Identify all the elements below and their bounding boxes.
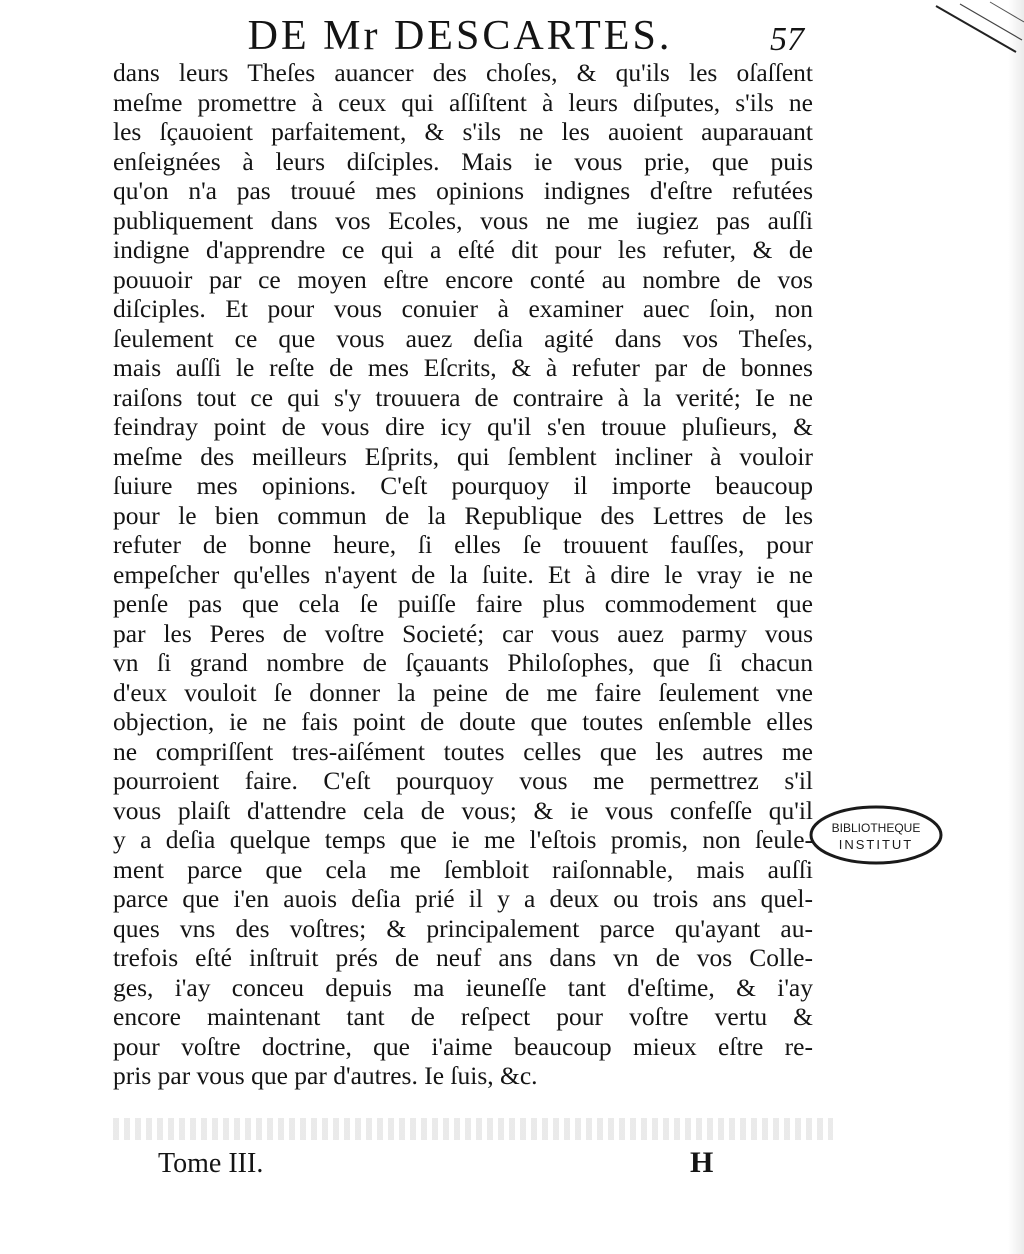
text-line: pris par vous que par d'autres. Ie ſuis, &c. [113, 1061, 538, 1090]
text-line: pourroient faire. C'eſt pourquoy vous me permettrez s'il [113, 766, 813, 795]
text-line: publiquement dans vos Ecoles, vous ne me iugiez pas auſſi [113, 205, 813, 235]
page-edge-shadow [1008, 0, 1024, 1254]
signature-mark: H [690, 1146, 714, 1179]
text-line: y a deſia quelque temps que ie me l'eſtois promis, non ſeule- [113, 825, 813, 854]
text-line: penſe pas que cela ſe puiſſe faire plus commodement que [113, 589, 813, 618]
text-line: ne compriſſent tres-aiſément toutes celles que les autres me [113, 736, 813, 766]
page-number: 57 [770, 21, 804, 58]
text-line: ment parce que cela me ſembloit raiſonnable, mais auſſi [113, 854, 813, 884]
text-line: parce que i'en auois deſia prié il y a deux ou trois ans quel- [113, 884, 813, 913]
text-line: ſuiure mes opinions. C'eſt pourquoy il importe beaucoup [113, 471, 813, 500]
text-line: empeſcher qu'elles n'ayent de la ſuite. Et à dire le vray ie ne [113, 559, 813, 589]
stamp-oval-icon [806, 802, 946, 868]
volume-footer: Tome III. [158, 1148, 264, 1179]
stamp-text-bottom: INSTITUT [838, 837, 914, 852]
text-line: raiſons tout ce qui s'y trouuera de contraire à la verité; Ie ne [113, 382, 813, 412]
running-title: DE Mr DESCARTES. [247, 13, 673, 59]
text-line: d'eux vouloit ſe donner la peine de me faire ſeulement vne [113, 677, 813, 707]
text-line: encore maintenant tant de reſpect pour voſtre vertu & [113, 1002, 813, 1031]
text-line: trefois eſté inſtruit prés de neuf ans dans vn de vos Colle- [113, 943, 813, 972]
text-line: ſeulement ce que vous auez deſia agité dans vos Theſes, [113, 323, 813, 353]
text-line: ges, i'ay conceu depuis ma ieuneſſe tant d'eſtime, & i'ay [113, 972, 813, 1002]
stamp-text-top: BIBLIOTHEQUE [831, 821, 921, 835]
text-line: refuter de bonne heure, ſi elles ſe trouuent fauſſes, pour [113, 530, 813, 559]
text-line: pouuoir par ce moyen eſtre encore conté au nombre de vos [113, 264, 813, 294]
text-line: dans leurs Theſes auancer des choſes, & qu'ils les oſaſſent [113, 58, 813, 87]
body-text [113, 58, 813, 1091]
text-line: enſeignées à leurs diſciples. Mais ie vous prie, que puis [113, 146, 813, 176]
text-line: vn ſi grand nombre de ſçauants Philoſophes, que ſi chacun [113, 648, 813, 677]
text-line: pour le bien commun de la Republique des Lettres de les [113, 500, 813, 530]
text-line: les ſçauoient parfaitement, & s'ils ne les auoient auparauant [113, 117, 813, 146]
text-line: objection, ie ne fais point de doute que toutes enſemble elles [113, 707, 813, 736]
library-stamp [806, 802, 946, 868]
text-line: pour voſtre doctrine, que i'aime beaucoup mieux eſtre re- [113, 1031, 813, 1061]
text-line: ques vns des voſtres; & principalement parce qu'ayant au- [113, 913, 813, 943]
text-line: qu'on n'a pas trouué mes opinions indignes d'eſtre refutées [113, 176, 813, 205]
text-line: meſme promettre à ceux qui aſſiſtent à leurs diſputes, s'ils ne [113, 87, 813, 117]
text-line: vous plaiſt d'attendre cela de vous; & ie vous confeſſe qu'il [113, 795, 813, 825]
text-line: par les Peres de voſtre Societé; car vous auez parmy vous [113, 618, 813, 648]
text-line: feindray point de vous dire icy qu'il s'en trouue pluſieurs, & [113, 412, 813, 441]
text-line: indigne d'apprendre ce qui a eſté dit pour les refuter, & de [113, 235, 813, 264]
text-line: mais auſſi le reſte de mes Eſcrits, & à refuter par de bonnes [113, 353, 813, 382]
text-line: meſme des meilleurs Eſprits, qui ſemblent incliner à vouloir [113, 441, 813, 471]
show-through-smudge [113, 1118, 833, 1140]
text-line: diſciples. Et pour vous conuier à examiner auec ſoin, non [113, 294, 813, 323]
